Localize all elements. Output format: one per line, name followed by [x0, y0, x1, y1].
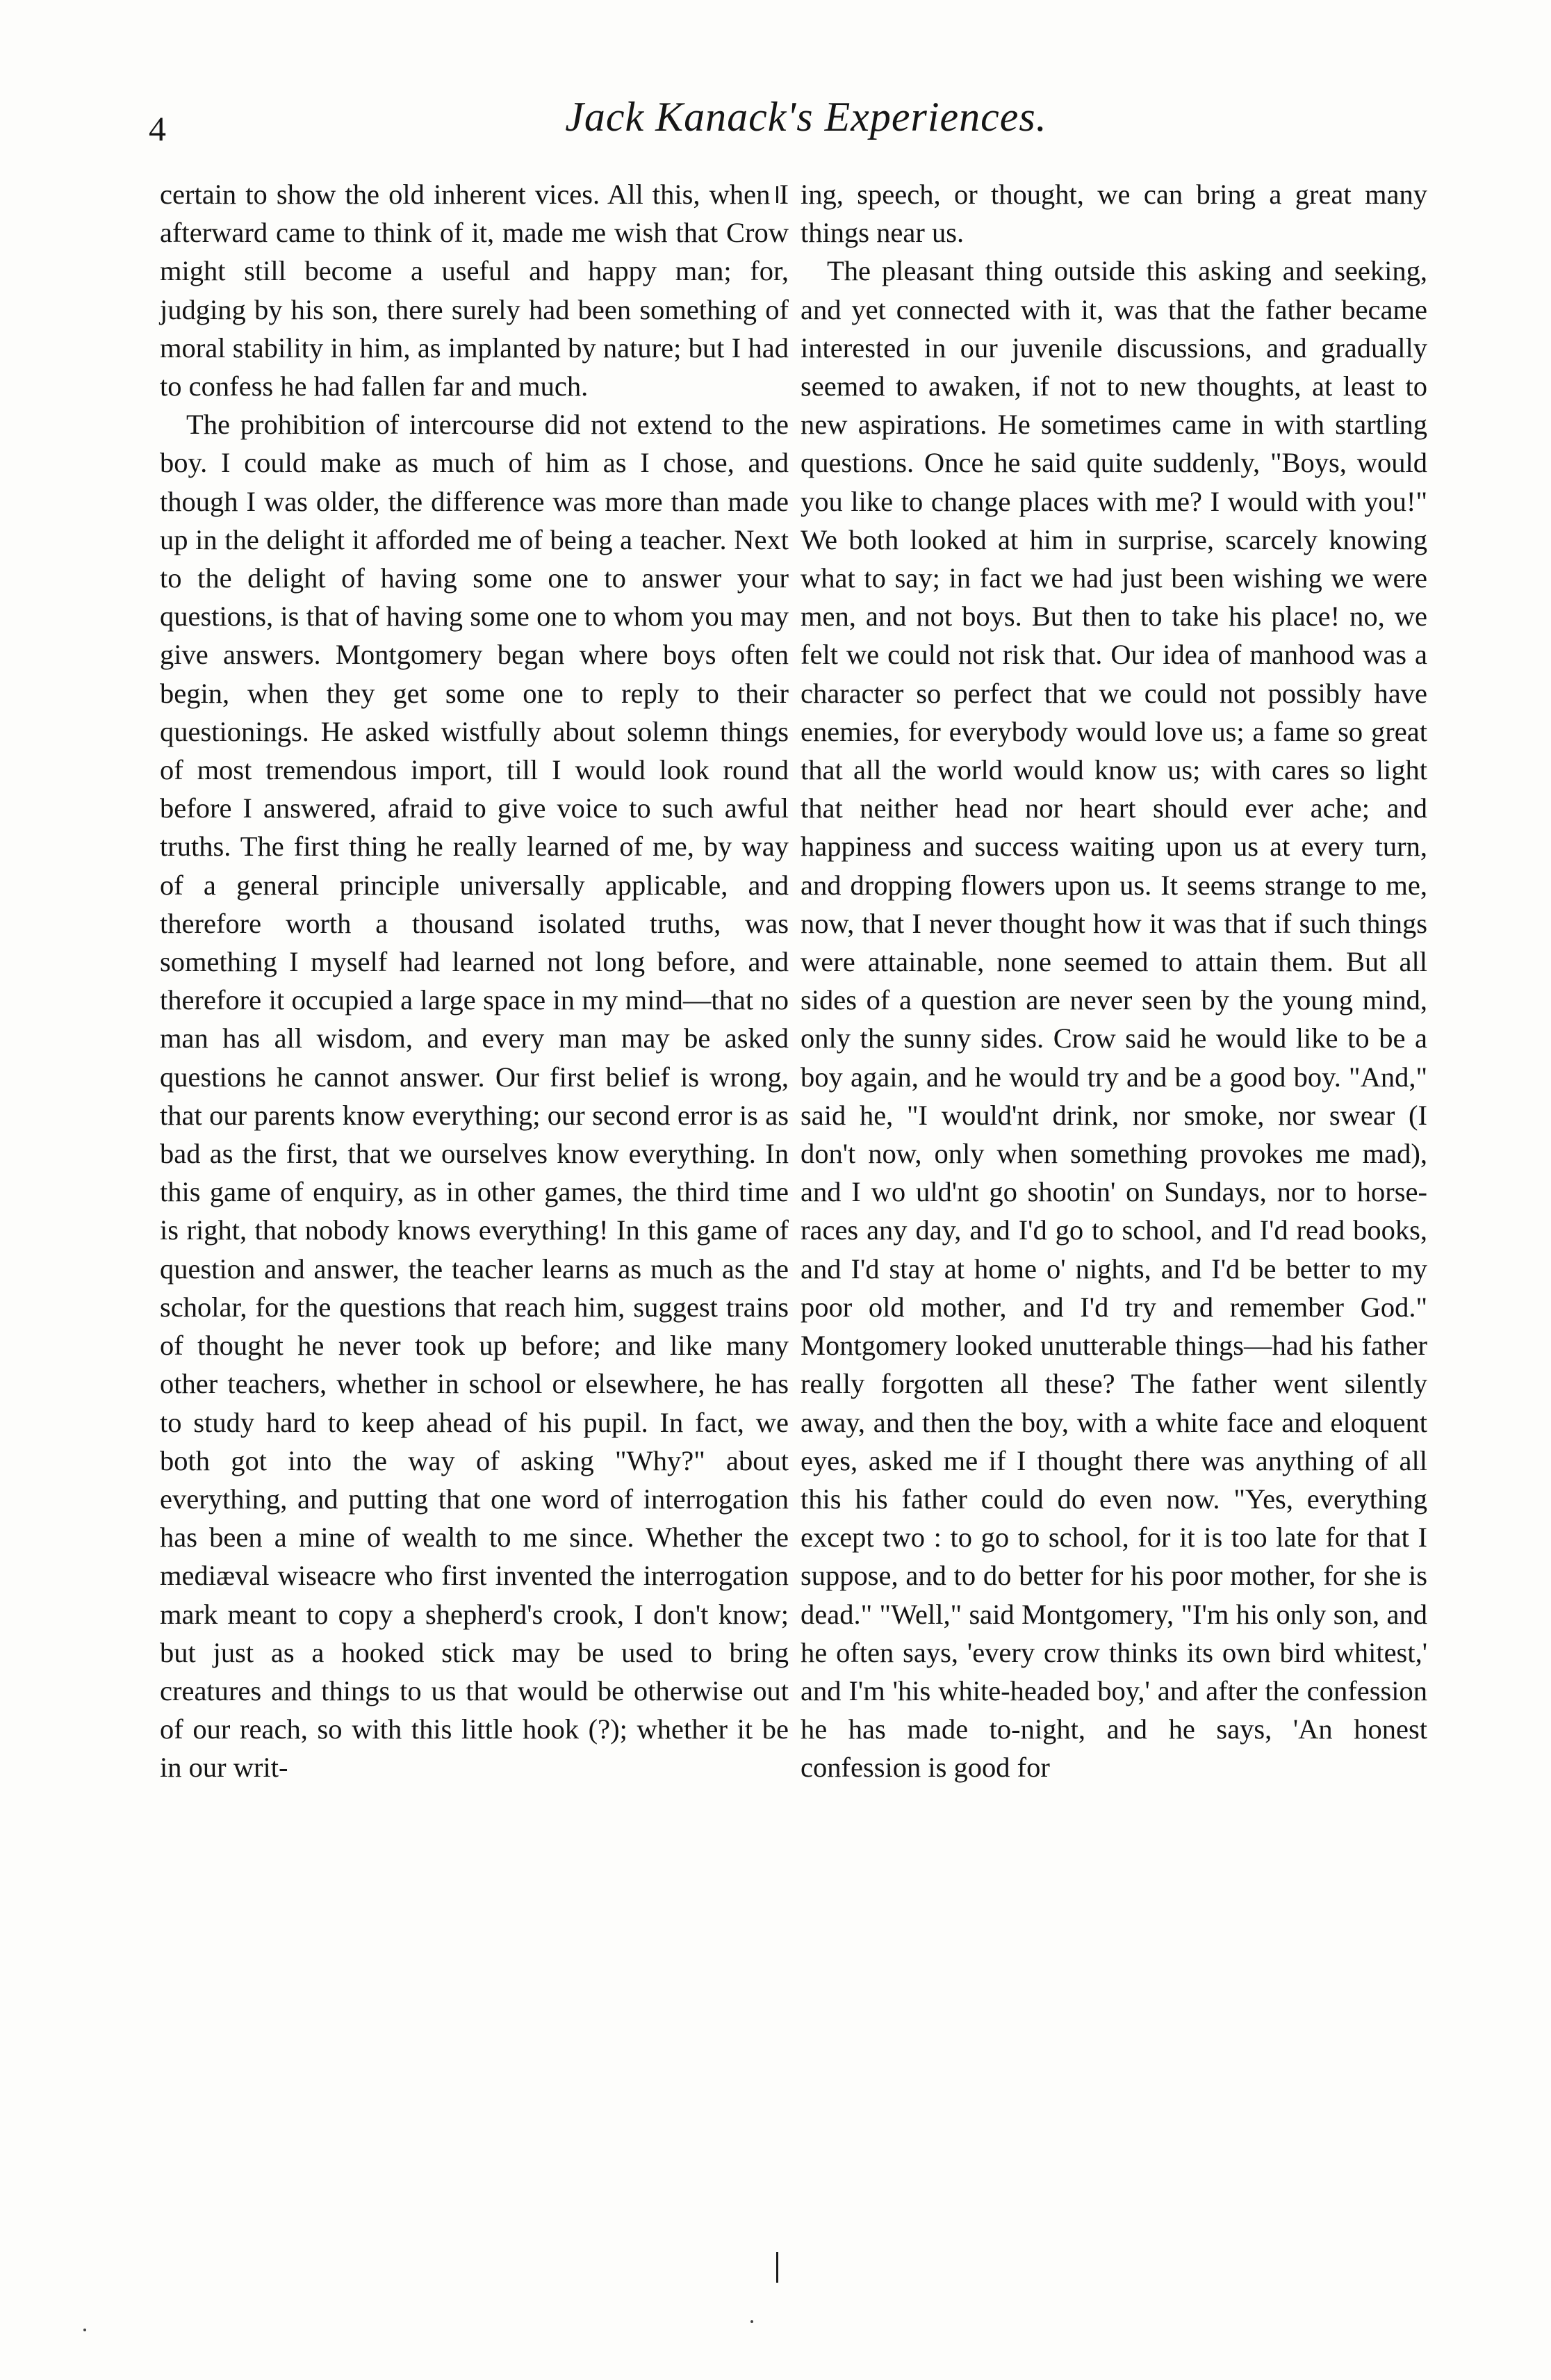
print-speck: [83, 2329, 86, 2331]
left-paragraph-2: The prohibition of intercourse did not extend to the boy. I could make as much of him as I chose, and though I was older, the difference was more than made up in the delight it afforded me of being a teacher. Next to the delight of having some one to answer your questions, is that of having some one to whom you may give answers. Montgomery began where boys often begin, when they get some one to reply to their questionings. He asked wistfully about solemn things of most tremendous import, till I would look round before I answered, afraid to give voice to such awful truths. The first thing he really learned of me, by way of a general principle universally applicable, and therefore worth a thousand isolated truths, was something I myself had learned not long before, and therefore it occupied a large space in my mind—that no man has all wisdom, and every man may be asked questions he cannot answer. Our first belief is wrong, that our parents know everything; our second error is as bad as the first, that we ourselves know everything. In this game of enquiry, as in other games, the third time is right, that nobody knows everything! In this game of question and answer, the teacher learns as much as the scholar, for the questions that reach him, suggest trains of thought he never took up before; and like many other teachers, whether in school or elsewhere, he has to study hard to keep ahead of his pupil. In fact, we both got into the way of asking "Why?" about everything, and putting that one word of interrogation has been a mine of wealth to me since. Whether the mediæval wiseacre who first invented the interrogation mark meant to copy a shepherd's crook, I don't know; but just as a hooked stick may be used to bring creatures and things to us that would be otherwise out of our reach, so with this little hook (?); whether it be in our writ-: [160, 409, 789, 1784]
left-column: [160, 175, 789, 1787]
column-rule-bottom: [776, 2252, 778, 2283]
print-speck: [750, 2320, 753, 2323]
running-title: Jack Kanack's Experiences.: [565, 94, 1047, 140]
left-paragraph-1: certain to show the old inherent vices. All this, when I afterward came to think of it, made me wish that Crow might still become a useful and happy man; for, judging by his son, there surely had been something of moral stability in him, as implanted by nature; but I had to confess he had fallen far and much.: [160, 179, 789, 402]
right-paragraph-1: ing, speech, or thought, we can bring a great many things near us.: [801, 179, 1427, 249]
right-paragraph-2: The pleasant thing outside this asking and seeking, and yet connected with it, was that the father became interested in our juvenile discussions, and gradually seemed to awaken, if not to new thoughts, at least to new aspirations. He sometimes came in with startling questions. Once he said quite suddenly, "Boys, would you like to change places with me? I would with you!" We both looked at him in surprise, scarcely knowing what to say; in fact we had just been wishing we were men, and not boys. But then to take his place! no, we felt we could not risk that. Our idea of manhood was a character so perfect that we could not possibly have enemies, for everybody would love us; a fame so great that all the world would know us; with cares so light that neither head nor heart should ever ache; and happiness and success waiting upon us at every turn, and dropping flowers upon us. It seems strange to me, now, that I never thought how it was that if such things were attainable, none seemed to attain them. But all sides of a question are never seen by the young mind, only the sunny sides. Crow said he would like to be a boy again, and he would try and be a good boy. "And," said he, "I would'nt drink, nor smoke, nor swear (I don't now, only when something provokes me mad), and I wo uld'nt go shootin' on Sundays, nor to horse-races any day, and I'd go to school, and I'd read books, and I'd stay at home o' nights, and I'd be better to my poor old mother, and I'd try and remember God." Montgomery looked unutterable things—had his father really forgotten all these? The father went silently away, and then the boy, with a white face and eloquent eyes, asked me if I thought there was anything of all this his father could do even now. "Yes, everything except two : to go to school, for it is too late for that I suppose, and to do better for his poor mother, for she is dead." "Well," said Montgomery, "I'm his only son, and he often says, 'every crow thinks its own bird whitest,' and I'm 'his white-headed boy,' and after the confession he has made to-night, and he says, 'An honest confession is good for: [801, 255, 1427, 1784]
right-column: [801, 175, 1427, 1787]
page-number: 4: [149, 109, 166, 148]
